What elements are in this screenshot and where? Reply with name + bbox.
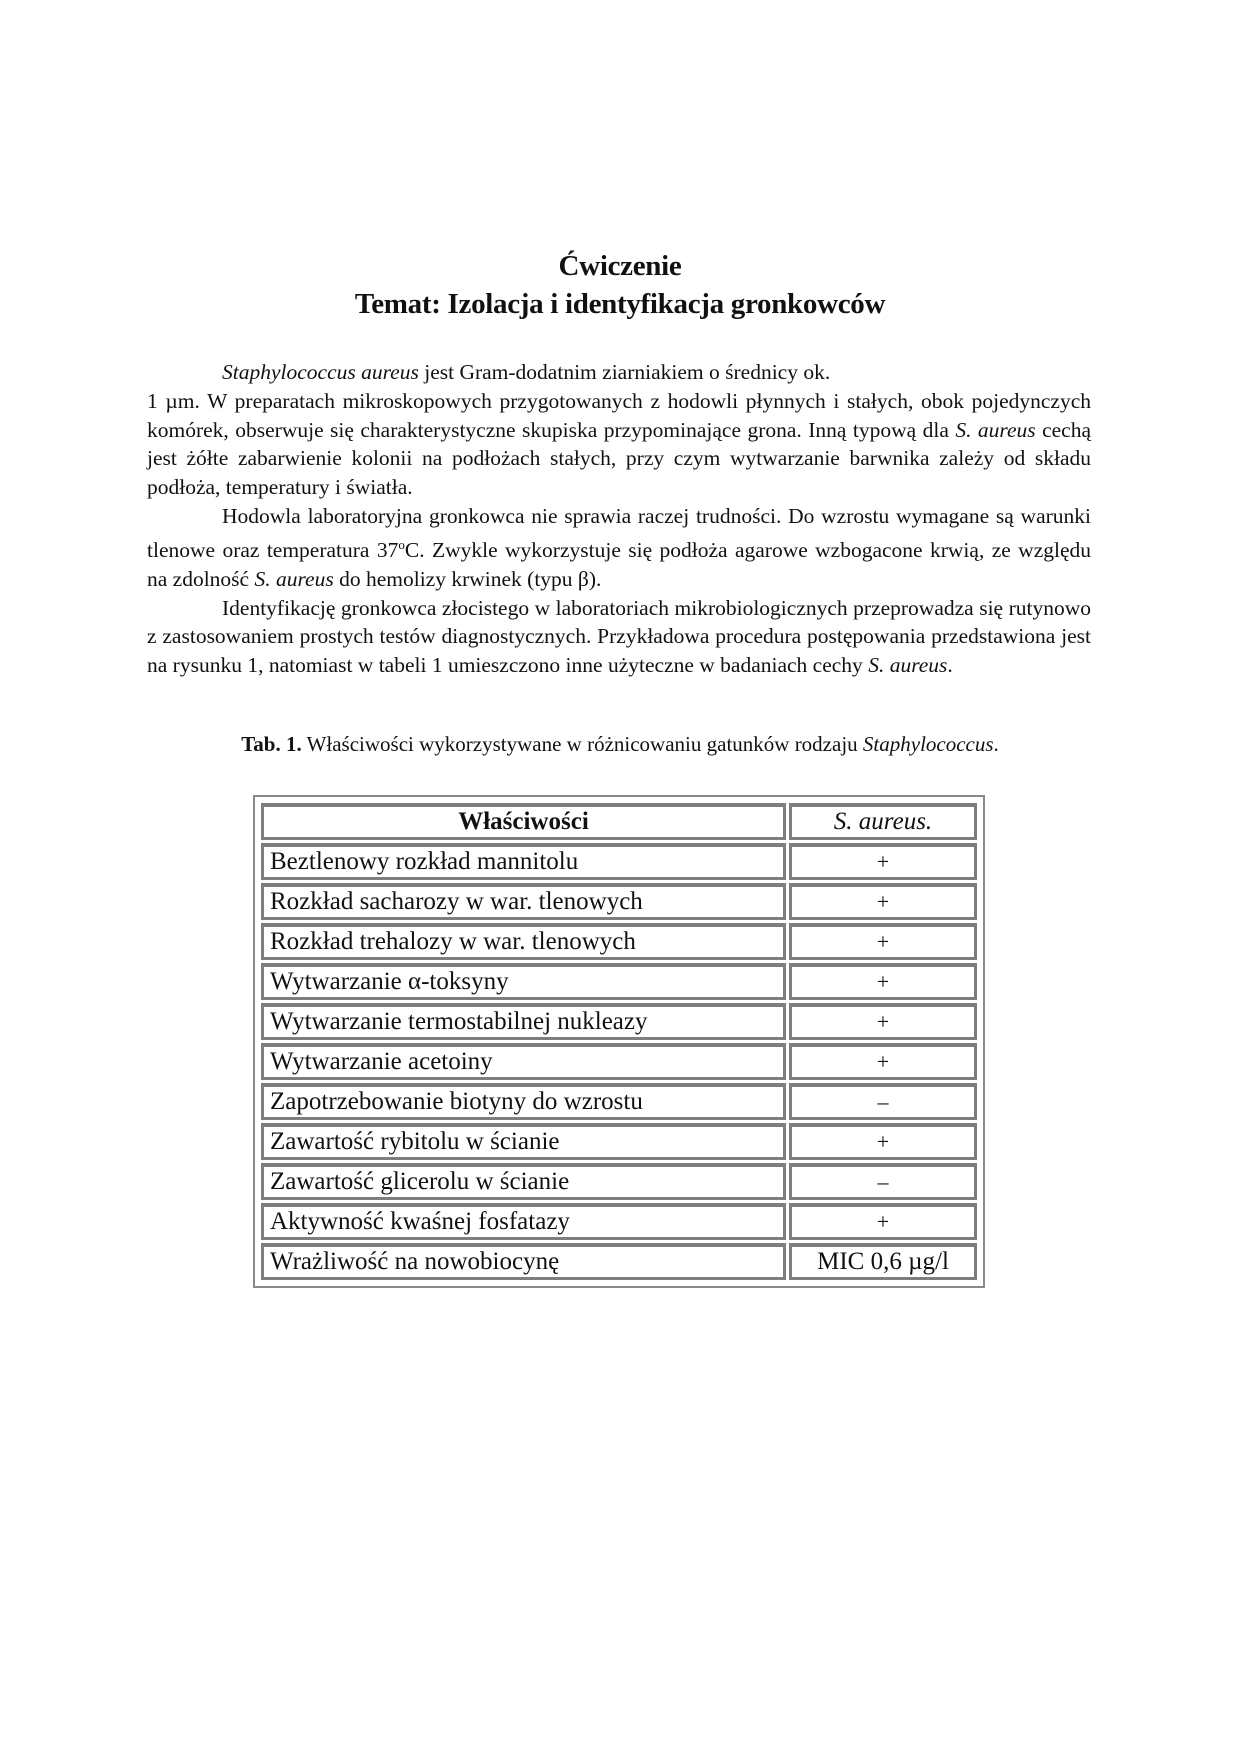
- value-cell: +: [789, 883, 977, 920]
- value-cell: +: [789, 923, 977, 960]
- value-cell: –: [789, 1163, 977, 1200]
- caption-label: Tab. 1.: [241, 732, 302, 756]
- text: .: [947, 653, 953, 678]
- table-header-row: [261, 803, 977, 840]
- table: [258, 800, 980, 1283]
- property-cell: Beztlenowy rozkład mannitolu: [261, 843, 786, 880]
- property-cell: Aktywność kwaśnej fosfatazy: [261, 1203, 786, 1240]
- text: 1 µm. W preparatach mikroskopowych przygotowanych z hodowli płynnych i stałych, obok pojedynczych komórek, obserwuje się charakterystyczne skupiska przypominające grona. Inną typową dla: [147, 388, 1091, 442]
- text: Hodowla laboratoryjna gronkowca nie sprawia raczej trudności. Do wzrostu wymagane są warunki tlenowe oraz temperatura 37: [147, 503, 1091, 562]
- text: C. Zwykle wykorzystuje się podłoża agarowe wzbogacone krwią, ze względu na zdolność: [147, 537, 1091, 591]
- body-text: [147, 358, 1091, 680]
- table-row: [261, 843, 977, 880]
- italic-species: S. aureus: [254, 566, 334, 591]
- properties-table: [253, 795, 985, 1288]
- header-species: S. aureus.: [789, 803, 977, 840]
- value-cell: –: [789, 1083, 977, 1120]
- text: Identyfikację gronkowca złocistego w laboratoriach mikrobiologicznych przeprowadza się rutynowo z zastosowaniem prostych testów diagnostycznych. Przykładowa procedura postępowania przedstawiona jest na rysunku 1, natomiast w tabeli 1 umieszczono inne użyteczne w badaniach cechy: [147, 595, 1091, 678]
- table-row: [261, 1203, 977, 1240]
- caption-text: Właściwości wykorzystywane w różnicowaniu gatunków rodzaju: [301, 732, 863, 756]
- table-caption: [0, 732, 1240, 757]
- text: jest Gram-dodatnim ziarniakiem o średnicy ok.: [418, 360, 831, 384]
- property-cell: Rozkład trehalozy w war. tlenowych: [261, 923, 786, 960]
- table-row: [261, 1243, 977, 1280]
- value-cell: +: [789, 843, 977, 880]
- value-cell: MIC 0,6 µg/l: [789, 1243, 977, 1280]
- property-cell: Wytwarzanie termostabilnej nukleazy: [261, 1003, 786, 1040]
- value-cell: +: [789, 963, 977, 1000]
- caption-genus: Staphylococcus: [862, 732, 994, 756]
- property-cell: Wrażliwość na nowobiocynę: [261, 1243, 786, 1280]
- value-cell: +: [789, 1203, 977, 1240]
- property-cell: Zapotrzebowanie biotyny do wzrostu: [261, 1083, 786, 1120]
- caption-end: .: [993, 732, 999, 756]
- text: do hemolizy krwinek (typu β).: [333, 566, 602, 591]
- title-exercise: Ćwiczenie: [558, 250, 682, 282]
- table-row: [261, 1083, 977, 1120]
- table-row: [261, 1163, 977, 1200]
- property-cell: Rozkład sacharozy w war. tlenowych: [261, 883, 786, 920]
- table-row: [261, 1043, 977, 1080]
- italic-species: Staphylococcus aureus: [222, 360, 419, 384]
- value-cell: +: [789, 1003, 977, 1040]
- table-row: [261, 923, 977, 960]
- paragraph-3: [147, 594, 1091, 680]
- title-topic: Temat: Izolacja i identyfikacja gronkowców: [354, 288, 886, 320]
- property-cell: Zawartość glicerolu w ścianie: [261, 1163, 786, 1200]
- header-properties: Właściwości: [261, 803, 786, 840]
- property-cell: Wytwarzanie acetoiny: [261, 1043, 786, 1080]
- italic-species: S. aureus: [868, 653, 948, 678]
- value-cell: +: [789, 1123, 977, 1160]
- table-row: [261, 1123, 977, 1160]
- paragraph-2: [147, 502, 1091, 594]
- paragraph-1: [147, 358, 1091, 502]
- value-cell: +: [789, 1043, 977, 1080]
- table-row: [261, 963, 977, 1000]
- text: cechą jest żółte zabarwienie kolonii na podłożach stałych, przy czym wytwarzanie barwnika zależy od składu podłoża, temperatury i światła.: [147, 417, 1092, 500]
- italic-species: S. aureus: [955, 417, 1036, 442]
- table-row: [261, 883, 977, 920]
- property-cell: Wytwarzanie α-toksyny: [261, 963, 786, 1000]
- table-row: [261, 1003, 977, 1040]
- degree-sign: o: [398, 536, 405, 552]
- property-cell: Zawartość rybitolu w ścianie: [261, 1123, 786, 1160]
